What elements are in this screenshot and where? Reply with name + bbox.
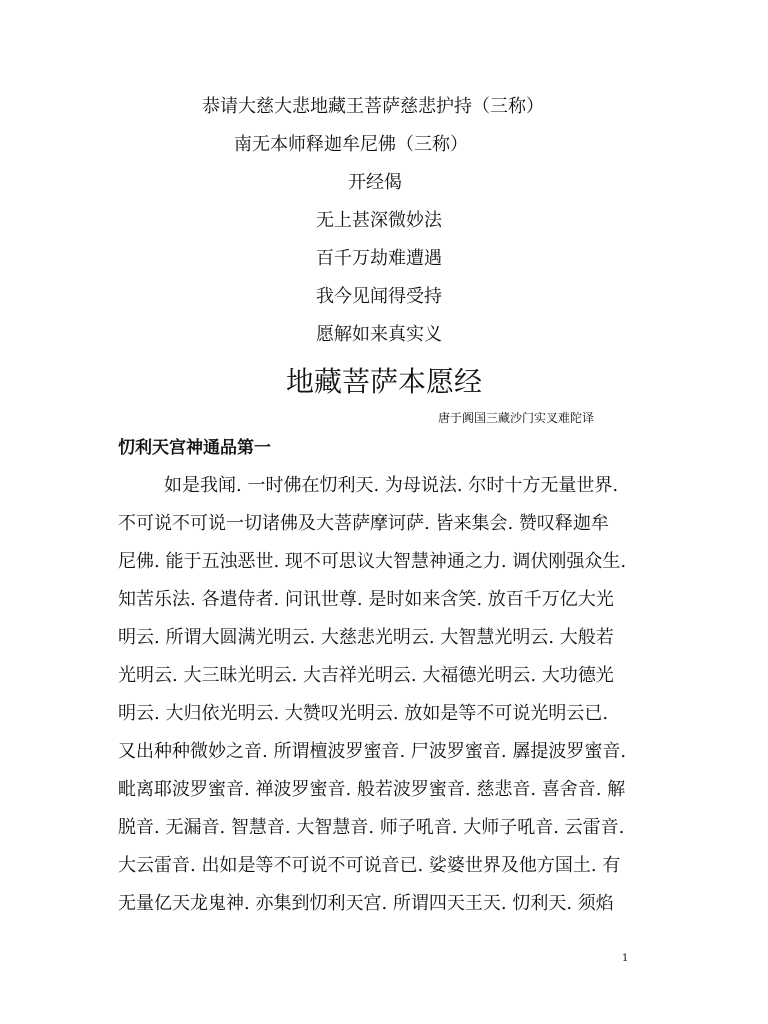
invocation-line-2: 南无本师释迦牟尼佛（三称） — [234, 134, 468, 155]
verse-line-2: 百千万劫难遭遇 — [316, 248, 442, 269]
body-line-6: 光明云. 大三昧光明云. 大吉祥光明云. 大福德光明云. 大功德光 — [118, 665, 614, 686]
body-line-8: 又出种种微妙之音. 所谓檀波罗蜜音. 尸波罗蜜音. 羼提波罗蜜音. — [118, 741, 627, 762]
body-line-2: 不可说不可说一切诸佛及大菩萨摩诃萨. 皆来集会. 赞叹释迦牟 — [118, 513, 609, 534]
verse-heading: 开经偈 — [348, 172, 402, 193]
body-line-12: 无量亿天龙鬼神. 亦集到忉利天宫. 所谓四天王天. 忉利天. 须焰 — [118, 893, 614, 914]
body-line-10: 脱音. 无漏音. 智慧音. 大智慧音. 师子吼音. 大师子吼音. 云雷音. — [118, 817, 625, 838]
body-line-5: 明云. 所谓大圆满光明云. 大慈悲光明云. 大智慧光明云. 大般若 — [118, 627, 614, 648]
verse-line-3: 我今见闻得受持 — [316, 286, 442, 307]
chapter-heading: 忉利天宫神通品第一 — [118, 438, 271, 458]
body-line-3: 尼佛. 能于五浊恶世. 现不可思议大智慧神通之力. 调伏刚强众生. — [118, 551, 627, 572]
body-line-9: 毗离耶波罗蜜音. 禅波罗蜜音. 般若波罗蜜音. 慈悲音. 喜舍音. 解 — [118, 779, 626, 800]
translator-credit: 唐于阗国三藏沙门实叉难陀译 — [438, 411, 595, 425]
verse-line-1: 无上甚深微妙法 — [316, 210, 442, 231]
page-number: 1 — [622, 953, 629, 964]
invocation-line-1: 恭请大慈大悲地藏王菩萨慈悲护持（三称） — [202, 96, 544, 117]
sutra-title: 地藏菩萨本愿经 — [285, 365, 482, 398]
body-line-4: 知苦乐法. 各遣侍者. 问讯世尊. 是时如来含笑. 放百千万亿大光 — [118, 589, 614, 610]
verse-line-4: 愿解如来真实义 — [316, 324, 442, 345]
body-line-7: 明云. 大归依光明云. 大赞叹光明云. 放如是等不可说光明云已. — [118, 703, 609, 724]
body-line-1: 如是我闻. 一时佛在忉利天. 为母说法. 尔时十方无量世界. — [164, 475, 619, 496]
body-line-11: 大云雷音. 出如是等不可说不可说音已. 娑婆世界及他方国土. 有 — [118, 855, 621, 876]
